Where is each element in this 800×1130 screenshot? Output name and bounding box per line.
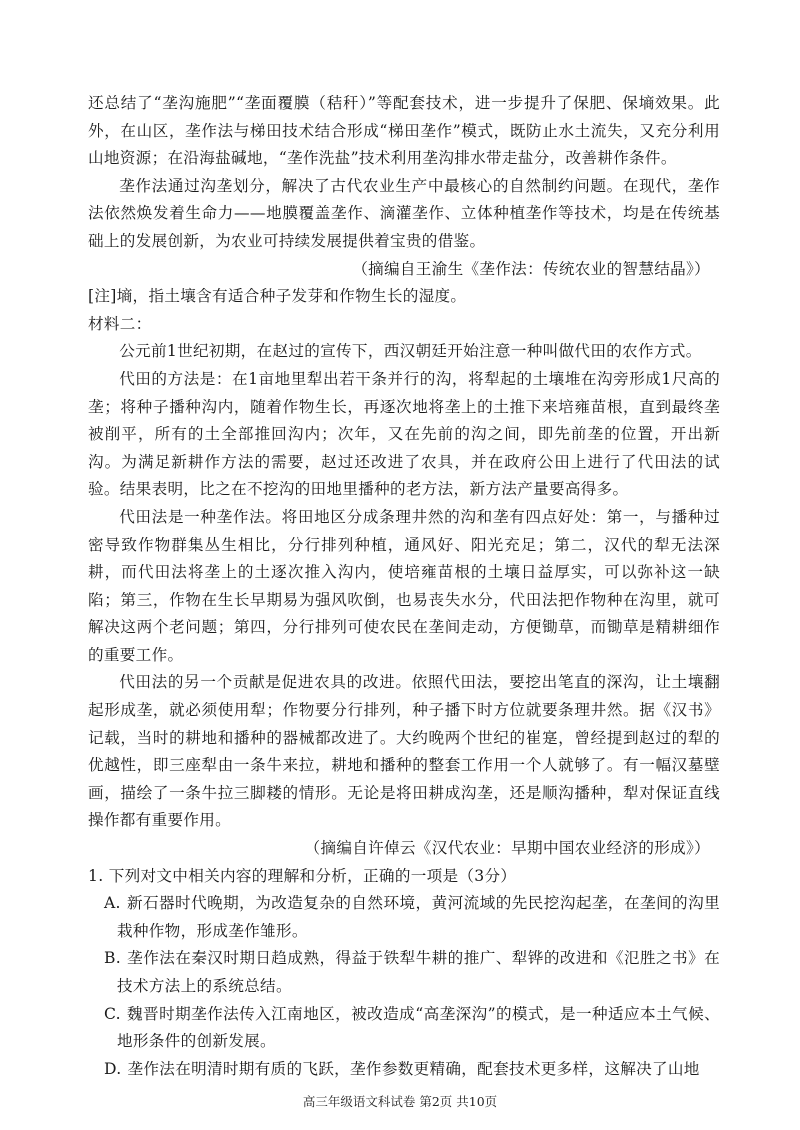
question-1-stem: 1. 下列对文中相关内容的理解和分析，正确的一项是（3分） [88,866,517,885]
question-1-option-c [88,1001,720,1056]
option-text: 新石器时代晚期，为改造复杂的自然环境，黄河流域的先民挖沟起垄，在垄间的沟里栽种作物，形成垄作雏形。 [117,894,720,940]
option-label: A. [104,894,121,913]
option-label: D. [104,1059,122,1078]
passage-one-note: [注]墒，指土壤含有适合种子发芽和作物生长的湿度。 [88,287,467,306]
question-1-option-a [88,890,720,945]
option-text: 垄作法在秦汉时期日趋成熟，得益于铁犁牛耕的推广、犁铧的改进和《氾胜之书》在技术方法上的系统总结。 [117,949,720,995]
option-text: 魏晋时期垄作法传入江南地区，被改造成“高垄深沟”的模式，是一种适应本土气候、地形条件的创新发展。 [117,1004,720,1051]
material-two-paragraph-2: 代田的方法是：在1亩地里犁出若干条并行的沟，将犁起的土壤堆在沟旁形成1尺高的垄；将种子播种沟内，随着作物生长，再逐次地将垄上的土推下来培雍苗根，直到最终垄被削平，所有的土全部推回沟内；次年，又在先前的沟之间，即先前垄的位置，开出新沟。为满足新耕作方法的需要，赵过还改进了农具，并在政府公田上进行了代田法的试验。结果表明，比之在不挖沟的田地里播种的老方法，新方法产量要高得多。 [88,369,720,499]
question-1-option-b [88,945,720,1000]
material-two-paragraph-3: 代田法是一种垄作法。将田地区分成条理井然的沟和垄有四点好处：第一，与播种过密导致作物群集丛生相比，分行排列种植，通风好、阳光充足；第二，汉代的犁无法深耕，而代田法将垄上的土逐次推入沟内，使培雍苗根的土壤日益厚实，可以弥补这一缺陷；第三，作物在生长早期易为强风吹倒，也易丧失水分，代田法把作物种在沟里，就可解决这两个老问题；第四，分行排列可使农民在垄间走动，方便锄草，而锄草是精耕细作的重要工作。 [88,507,720,664]
material-two-paragraph-4: 代田法的另一个贡献是促进农具的改进。依照代田法，要挖出笔直的深沟，让土壤翻起形成垄，就必须使用犁；作物要分行排列，种子播下时方位就要条理井然。据《汉书》记载，当时的耕地和播种的器械都改进了。大约晚两个世纪的崔寔，曾经提到赵过的犁的优越性，即三座犁由一条牛来拉，耕地和播种的整套工作用一个人就够了。有一幅汉墓壁画，描绘了一条牛拉三脚耧的情形。无论是将田耕成沟垄，还是顺沟播种，犁对保证直线操作都有重要作用。 [88,673,720,830]
material-two-paragraph-1: 公元前1世纪初期，在赵过的宣传下，西汉朝廷开始注意一种叫做代田的农作方式。 [119,342,702,361]
option-text: 垄作法在明清时期有质的飞跃，垄作参数更精确，配套技术更多样，这解决了山地 [127,1059,700,1078]
passage-one-tail-paragraph: 还总结了“垄沟施肥”“垄面覆膜（秸秆）”等配套技术，进一步提升了保肥、保墒效果。此外，在山区，垄作法与梯田技术结合形成“梯田垄作”模式，既防止水土流失，又充分利用山地资源；在沿海盐碱地，“垄作洗盐”技术利用垄沟排水带走盐分，改善耕作条件。 [88,94,720,168]
question-1-option-d [88,1056,720,1084]
page-footer: 高三年级语文科试卷 第2页 共10页 [302,1094,498,1109]
passage-one-source: （摘编自王渝生《垄作法：传统农业的智慧结晶》） [352,259,710,278]
page-content [88,90,720,1083]
material-two-heading: 材料二： [88,314,152,333]
option-label: B. [104,949,122,968]
option-label: C. [104,1004,121,1023]
material-two-source: （摘编自许倬云《汉代农业：早期中国农业经济的形成》） [304,839,710,858]
passage-one-conclusion-paragraph: 垄作法通过沟垄划分，解决了古代农业生产中最核心的自然制约问题。在现代，垄作法依然焕发着生命力——地膜覆盖垄作、滴灌垄作、立体种植垄作等技术，均是在传统基础上的发展创新，为农业可持续发展提供着宝贵的借鉴。 [88,176,720,250]
